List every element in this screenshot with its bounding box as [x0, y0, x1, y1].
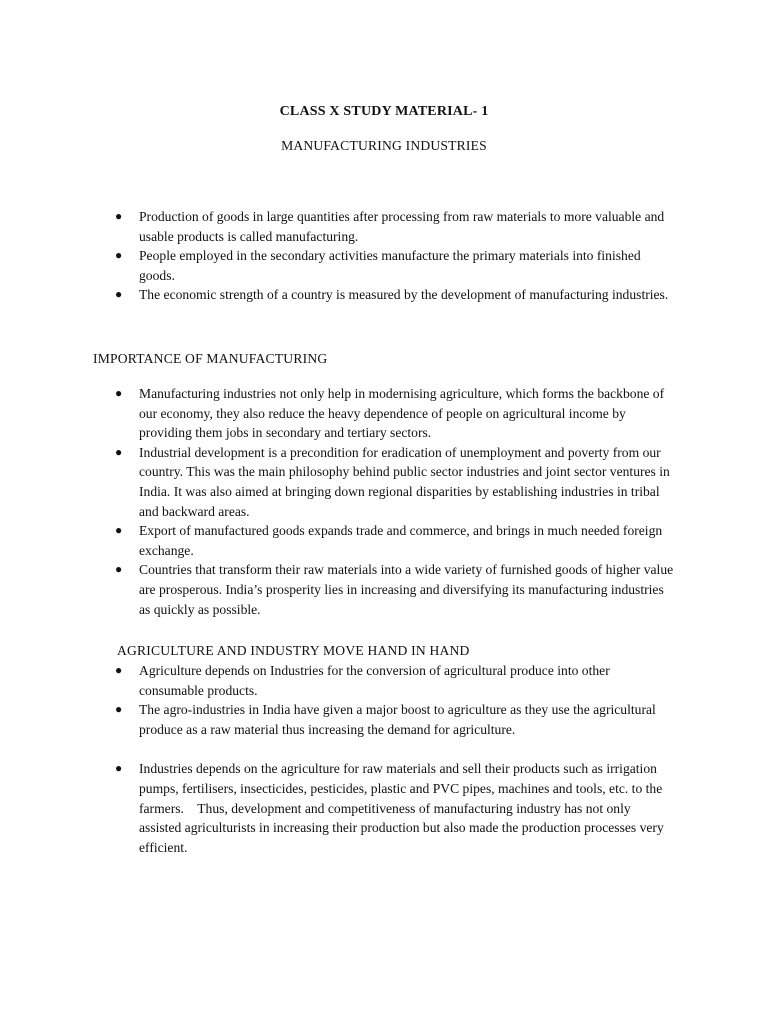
- bullet-icon: ●: [115, 287, 123, 302]
- bullet-icon: ●: [115, 444, 123, 459]
- list-item: [115, 246, 675, 285]
- importance-bullet-list: [115, 384, 675, 619]
- list-item: [115, 560, 675, 619]
- bullet-icon: ●: [115, 663, 123, 677]
- list-item: [115, 661, 675, 700]
- bullet-icon: ●: [115, 562, 123, 577]
- list-item: [115, 521, 675, 560]
- list-item-text: Industrial development is a precondition for eradication of unemployment and poverty from our country. This was the main philosophy behind public sector industries and joint sector ventures in India. It was also aimed at bringing down regional disparities by establishing industries in tribal and backward areas.: [139, 444, 670, 519]
- bullet-icon: ●: [115, 761, 123, 776]
- list-item: [115, 384, 675, 443]
- list-item-text: The agro-industries in India have given a major boost to agriculture as they use the agricultural produce as a raw material thus increasing the demand for agriculture.: [139, 702, 656, 737]
- list-item-text: Agriculture depends on Industries for the conversion of agricultural produce into other consumable products.: [139, 663, 610, 698]
- list-item-text: Industries depends on the agriculture for raw materials and sell their products such as irrigation pumps, fertilisers, insecticides, pesticides, plastic and PVC pipes, machines and tools, etc. to the farmers. Thus, development and competitiveness of manufacturing industry has not only assisted agriculturists in increasing their production but also made the production processes very efficient.: [139, 761, 668, 855]
- document-title: CLASS X STUDY MATERIAL- 1: [279, 104, 489, 119]
- list-item-text: Production of goods in large quantities after processing from raw materials to more valuable and usable products is called manufacturing.: [139, 209, 665, 244]
- bullet-icon: ●: [115, 209, 123, 223]
- list-item: [115, 285, 675, 305]
- list-item: [115, 207, 675, 246]
- list-item: [115, 759, 675, 857]
- list-item: [115, 700, 675, 739]
- bullet-icon: ●: [115, 248, 123, 263]
- list-item: [115, 443, 675, 521]
- list-item-text: People employed in the secondary activities manufacture the primary materials into finished goods.: [139, 248, 641, 283]
- document-subtitle: MANUFACTURING INDUSTRIES: [281, 138, 487, 153]
- bullet-icon: ●: [115, 702, 123, 717]
- section-heading-importance: IMPORTANCE OF MANUFACTURING: [93, 351, 328, 366]
- agriculture-bullet-list: [115, 661, 675, 857]
- bullet-icon: ●: [115, 523, 123, 538]
- list-item-text: Manufacturing industries not only help in modernising agriculture, which forms the backbone of our economy, they also reduce the heavy dependence of people on agricultural income by providing them jobs in secondary and tertiary sectors.: [139, 386, 665, 441]
- list-item-text: The economic strength of a country is measured by the development of manufacturing industries.: [139, 287, 669, 303]
- intro-bullet-list: [115, 207, 675, 305]
- list-item-text: Export of manufactured goods expands trade and commerce, and brings in much needed foreign exchange.: [139, 523, 663, 558]
- bullet-icon: ●: [115, 386, 123, 400]
- list-item-text: Countries that transform their raw materials into a wide variety of furnished goods of higher value are prosperous. India’s prosperity lies in increasing and diversifying its manufacturing industries as quickly as possible.: [139, 562, 674, 617]
- section-heading-agriculture: AGRICULTURE AND INDUSTRY MOVE HAND IN HAND: [117, 643, 470, 658]
